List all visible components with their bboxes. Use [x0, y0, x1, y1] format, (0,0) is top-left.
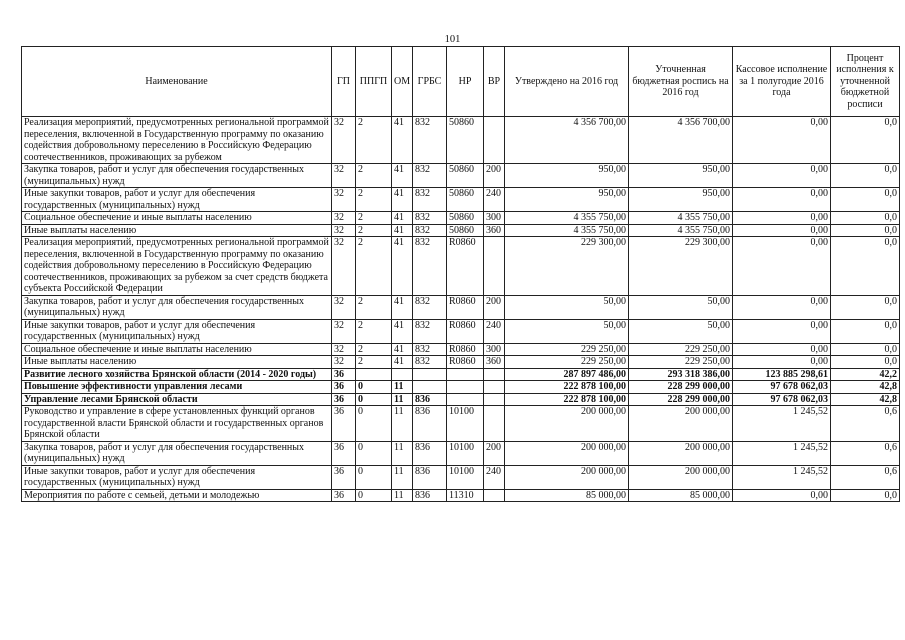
header-refined: Уточненная бюджетная роспись на 2016 год — [629, 47, 733, 117]
cell-ppgp: 0 — [356, 489, 392, 502]
cell-gp: 36 — [332, 441, 356, 465]
table-row — [22, 381, 900, 394]
cell-np — [447, 368, 484, 381]
cell-percent: 0,0 — [831, 212, 900, 225]
cell-np: 11310 — [447, 489, 484, 502]
cell-grbs — [413, 368, 447, 381]
cell-percent: 0,0 — [831, 224, 900, 237]
cell-om: 11 — [392, 465, 413, 489]
table-row — [22, 295, 900, 319]
cell-np: 10100 — [447, 406, 484, 442]
table-row — [22, 343, 900, 356]
cell-ppgp: 0 — [356, 406, 392, 442]
cell-ppgp: 2 — [356, 212, 392, 225]
header-vr: ВР — [484, 47, 505, 117]
cell-percent: 0,6 — [831, 465, 900, 489]
cell-np: 50860 — [447, 188, 484, 212]
cell-refined: 4 356 700,00 — [629, 117, 733, 164]
cell-name: Иные выплаты населению — [22, 356, 332, 369]
header-approved: Утверждено на 2016 год — [505, 47, 629, 117]
cell-vr — [484, 393, 505, 406]
cell-percent: 0,0 — [831, 319, 900, 343]
header-percent: Процент исполнения к уточненной бюджетной росписи — [831, 47, 900, 117]
cell-np: 50860 — [447, 212, 484, 225]
cell-cash: 0,00 — [733, 343, 831, 356]
cell-cash: 97 678 062,03 — [733, 381, 831, 394]
table-row — [22, 393, 900, 406]
cell-refined: 200 000,00 — [629, 406, 733, 442]
cell-name: Закупка товаров, работ и услуг для обеспечения государственных (муниципальных) нужд — [22, 441, 332, 465]
cell-ppgp: 2 — [356, 117, 392, 164]
cell-approved: 950,00 — [505, 164, 629, 188]
cell-ppgp: 2 — [356, 188, 392, 212]
cell-np: 10100 — [447, 465, 484, 489]
cell-om: 11 — [392, 393, 413, 406]
cell-om: 11 — [392, 441, 413, 465]
table-row — [22, 164, 900, 188]
cell-cash: 123 885 298,61 — [733, 368, 831, 381]
cell-cash: 1 245,52 — [733, 441, 831, 465]
cell-gp: 32 — [332, 117, 356, 164]
cell-refined: 228 299 000,00 — [629, 393, 733, 406]
cell-gp: 32 — [332, 188, 356, 212]
cell-ppgp — [356, 368, 392, 381]
cell-om: 41 — [392, 356, 413, 369]
cell-grbs: 836 — [413, 406, 447, 442]
cell-ppgp: 0 — [356, 393, 392, 406]
cell-np: 50860 — [447, 164, 484, 188]
cell-name: Закупка товаров, работ и услуг для обеспечения государственных (муниципальных) нужд — [22, 164, 332, 188]
cell-np: R0860 — [447, 343, 484, 356]
cell-cash: 0,00 — [733, 489, 831, 502]
cell-grbs: 836 — [413, 489, 447, 502]
cell-name: Повышение эффективности управления лесами — [22, 381, 332, 394]
cell-name: Иные закупки товаров, работ и услуг для обеспечения государственных (муниципальных) нужд — [22, 465, 332, 489]
cell-om — [392, 368, 413, 381]
cell-vr: 200 — [484, 441, 505, 465]
cell-np: R0860 — [447, 356, 484, 369]
cell-gp: 32 — [332, 212, 356, 225]
cell-approved: 200 000,00 — [505, 441, 629, 465]
cell-approved: 85 000,00 — [505, 489, 629, 502]
cell-om: 41 — [392, 319, 413, 343]
cell-cash: 1 245,52 — [733, 465, 831, 489]
table-row — [22, 465, 900, 489]
cell-percent: 0,0 — [831, 117, 900, 164]
cell-gp: 32 — [332, 237, 356, 296]
cell-name: Социальное обеспечение и иные выплаты населению — [22, 343, 332, 356]
cell-gp: 36 — [332, 393, 356, 406]
table-row — [22, 319, 900, 343]
cell-grbs: 836 — [413, 465, 447, 489]
cell-percent: 0,6 — [831, 406, 900, 442]
cell-np: 50860 — [447, 224, 484, 237]
cell-refined: 4 355 750,00 — [629, 224, 733, 237]
cell-name: Руководство и управление в сфере установленных функций органов государственной власти Брянской области и государственных органов Брянской области — [22, 406, 332, 442]
cell-cash: 1 245,52 — [733, 406, 831, 442]
cell-percent: 0,0 — [831, 489, 900, 502]
cell-percent: 42,8 — [831, 381, 900, 394]
cell-np: R0860 — [447, 237, 484, 296]
cell-om: 41 — [392, 237, 413, 296]
cell-gp: 32 — [332, 295, 356, 319]
header-name: Наименование — [22, 47, 332, 117]
cell-np: R0860 — [447, 319, 484, 343]
cell-ppgp: 2 — [356, 319, 392, 343]
cell-grbs: 832 — [413, 188, 447, 212]
cell-ppgp: 0 — [356, 381, 392, 394]
cell-np: R0860 — [447, 295, 484, 319]
cell-name: Реализация мероприятий, предусмотренных региональной программой переселения, включенной в Государственную программу по оказанию содействия добровольному переселению в Российскую Федерацию соотечественников, проживающих за рубежом — [22, 117, 332, 164]
cell-cash: 0,00 — [733, 295, 831, 319]
cell-vr — [484, 489, 505, 502]
table-header-row — [22, 47, 900, 117]
cell-percent: 0,0 — [831, 164, 900, 188]
cell-cash: 0,00 — [733, 164, 831, 188]
cell-ppgp: 2 — [356, 343, 392, 356]
cell-om: 11 — [392, 489, 413, 502]
cell-vr: 200 — [484, 295, 505, 319]
cell-name: Мероприятия по работе с семьей, детьми и молодежью — [22, 489, 332, 502]
cell-cash: 0,00 — [733, 319, 831, 343]
cell-refined: 950,00 — [629, 164, 733, 188]
cell-vr — [484, 406, 505, 442]
cell-percent: 0,0 — [831, 343, 900, 356]
cell-ppgp: 2 — [356, 295, 392, 319]
header-np: НР — [447, 47, 484, 117]
cell-approved: 200 000,00 — [505, 406, 629, 442]
cell-ppgp: 2 — [356, 237, 392, 296]
cell-grbs: 832 — [413, 224, 447, 237]
cell-gp: 32 — [332, 224, 356, 237]
cell-approved: 50,00 — [505, 319, 629, 343]
cell-cash: 0,00 — [733, 188, 831, 212]
cell-approved: 200 000,00 — [505, 465, 629, 489]
cell-approved: 50,00 — [505, 295, 629, 319]
cell-refined: 229 250,00 — [629, 356, 733, 369]
cell-grbs: 832 — [413, 237, 447, 296]
cell-np — [447, 393, 484, 406]
cell-percent: 0,0 — [831, 188, 900, 212]
cell-grbs: 832 — [413, 356, 447, 369]
cell-om: 41 — [392, 164, 413, 188]
table-row — [22, 117, 900, 164]
cell-name: Реализация мероприятий, предусмотренных региональной программой переселения, включенной в Государственную программу по оказанию содействия добровольному переселению в Российскую Федерацию соотечественников, проживающих за рубежом за счет средств бюджета субъекта Российской Федерации — [22, 237, 332, 296]
cell-approved: 229 300,00 — [505, 237, 629, 296]
cell-approved: 222 878 100,00 — [505, 393, 629, 406]
table-row — [22, 212, 900, 225]
cell-name: Иные закупки товаров, работ и услуг для обеспечения государственных (муниципальных) нужд — [22, 188, 332, 212]
cell-approved: 222 878 100,00 — [505, 381, 629, 394]
cell-gp: 36 — [332, 406, 356, 442]
cell-refined: 200 000,00 — [629, 441, 733, 465]
cell-vr — [484, 237, 505, 296]
cell-refined: 200 000,00 — [629, 465, 733, 489]
cell-name: Иные выплаты населению — [22, 224, 332, 237]
cell-vr: 360 — [484, 356, 505, 369]
cell-grbs — [413, 381, 447, 394]
cell-grbs: 832 — [413, 319, 447, 343]
cell-percent: 0,0 — [831, 295, 900, 319]
cell-name: Иные закупки товаров, работ и услуг для обеспечения государственных (муниципальных) нужд — [22, 319, 332, 343]
cell-vr: 200 — [484, 164, 505, 188]
cell-refined: 50,00 — [629, 319, 733, 343]
cell-gp: 32 — [332, 343, 356, 356]
table-body — [22, 117, 900, 502]
cell-name: Закупка товаров, работ и услуг для обеспечения государственных (муниципальных) нужд — [22, 295, 332, 319]
budget-table — [21, 46, 900, 502]
cell-grbs: 832 — [413, 117, 447, 164]
header-grbs: ГРБС — [413, 47, 447, 117]
cell-name: Социальное обеспечение и иные выплаты населению — [22, 212, 332, 225]
cell-ppgp: 0 — [356, 441, 392, 465]
cell-gp: 36 — [332, 368, 356, 381]
cell-approved: 229 250,00 — [505, 343, 629, 356]
cell-vr: 240 — [484, 465, 505, 489]
cell-gp: 36 — [332, 381, 356, 394]
cell-ppgp: 2 — [356, 356, 392, 369]
cell-refined: 950,00 — [629, 188, 733, 212]
cell-cash: 0,00 — [733, 212, 831, 225]
cell-vr: 240 — [484, 319, 505, 343]
cell-gp: 32 — [332, 164, 356, 188]
header-cash: Кассовое исполнение за 1 полугодие 2016 года — [733, 47, 831, 117]
cell-cash: 0,00 — [733, 237, 831, 296]
table-row — [22, 489, 900, 502]
cell-grbs: 836 — [413, 441, 447, 465]
cell-vr — [484, 117, 505, 164]
cell-approved: 4 355 750,00 — [505, 224, 629, 237]
cell-grbs: 832 — [413, 343, 447, 356]
table-row — [22, 368, 900, 381]
cell-refined: 4 355 750,00 — [629, 212, 733, 225]
cell-cash: 97 678 062,03 — [733, 393, 831, 406]
cell-percent: 0,0 — [831, 356, 900, 369]
header-om: ОМ — [392, 47, 413, 117]
cell-refined: 229 250,00 — [629, 343, 733, 356]
table-row — [22, 356, 900, 369]
cell-gp: 36 — [332, 465, 356, 489]
table-row — [22, 224, 900, 237]
cell-vr: 300 — [484, 212, 505, 225]
cell-refined: 229 300,00 — [629, 237, 733, 296]
cell-om: 41 — [392, 343, 413, 356]
cell-cash: 0,00 — [733, 356, 831, 369]
cell-cash: 0,00 — [733, 224, 831, 237]
cell-om: 41 — [392, 295, 413, 319]
cell-percent: 0,6 — [831, 441, 900, 465]
cell-np: 10100 — [447, 441, 484, 465]
cell-om: 41 — [392, 117, 413, 164]
header-gp: ГП — [332, 47, 356, 117]
cell-refined: 50,00 — [629, 295, 733, 319]
cell-approved: 4 356 700,00 — [505, 117, 629, 164]
cell-ppgp: 2 — [356, 224, 392, 237]
cell-om: 11 — [392, 406, 413, 442]
cell-gp: 32 — [332, 319, 356, 343]
cell-om: 41 — [392, 212, 413, 225]
cell-om: 11 — [392, 381, 413, 394]
cell-np: 50860 — [447, 117, 484, 164]
cell-percent: 42,2 — [831, 368, 900, 381]
cell-grbs: 832 — [413, 212, 447, 225]
cell-refined: 85 000,00 — [629, 489, 733, 502]
cell-vr: 300 — [484, 343, 505, 356]
cell-gp: 32 — [332, 356, 356, 369]
cell-vr: 360 — [484, 224, 505, 237]
page-number: 101 — [444, 34, 461, 45]
cell-approved: 950,00 — [505, 188, 629, 212]
cell-grbs: 832 — [413, 164, 447, 188]
cell-vr — [484, 368, 505, 381]
cell-ppgp: 0 — [356, 465, 392, 489]
cell-approved: 4 355 750,00 — [505, 212, 629, 225]
cell-gp: 36 — [332, 489, 356, 502]
cell-approved: 229 250,00 — [505, 356, 629, 369]
cell-om: 41 — [392, 224, 413, 237]
cell-vr — [484, 381, 505, 394]
cell-grbs: 832 — [413, 295, 447, 319]
cell-np — [447, 381, 484, 394]
cell-percent: 42,8 — [831, 393, 900, 406]
table-row — [22, 406, 900, 442]
table-row — [22, 237, 900, 296]
cell-grbs: 836 — [413, 393, 447, 406]
table-row — [22, 441, 900, 465]
cell-name: Развитие лесного хозяйства Брянской области (2014 - 2020 годы) — [22, 368, 332, 381]
cell-refined: 293 318 386,00 — [629, 368, 733, 381]
cell-ppgp: 2 — [356, 164, 392, 188]
header-ppgp: ППГП — [356, 47, 392, 117]
cell-cash: 0,00 — [733, 117, 831, 164]
cell-vr: 240 — [484, 188, 505, 212]
table-row — [22, 188, 900, 212]
cell-percent: 0,0 — [831, 237, 900, 296]
cell-refined: 228 299 000,00 — [629, 381, 733, 394]
cell-name: Управление лесами Брянской области — [22, 393, 332, 406]
cell-om: 41 — [392, 188, 413, 212]
cell-approved: 287 897 486,00 — [505, 368, 629, 381]
